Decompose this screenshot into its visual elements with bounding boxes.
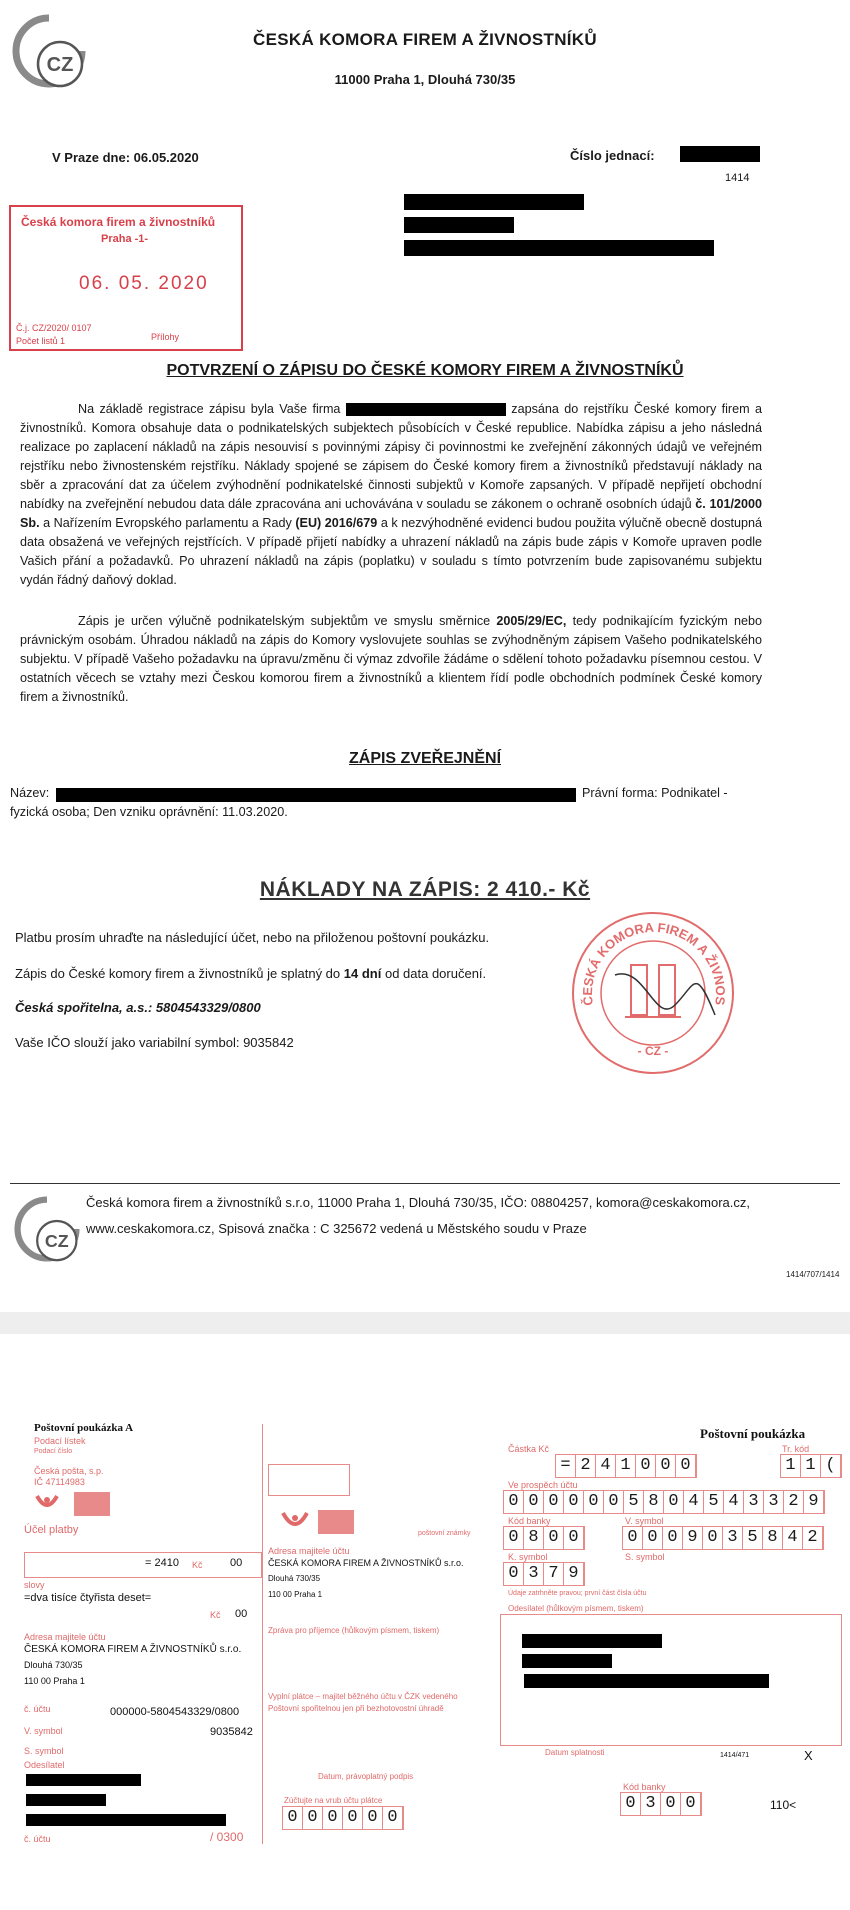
po-kc-2: Kč: [210, 1610, 221, 1620]
po-ic: IČ 47114983: [34, 1477, 85, 1487]
eu-flag-icon-2: [318, 1510, 354, 1534]
po-vs-label: V. symbol: [24, 1726, 63, 1736]
po-cislo-uctu-2: č. účtu: [24, 1834, 51, 1844]
po-kod-banky: Kód banky: [508, 1516, 551, 1526]
redaction-payer-3: [524, 1674, 769, 1688]
digit: 0: [383, 1807, 403, 1829]
redaction-sender-3: [26, 1814, 226, 1826]
po-cislo-uctu: č. účtu: [24, 1704, 51, 1714]
po-kod-banky-2: Kód banky: [623, 1782, 666, 1792]
digit: 0: [564, 1491, 584, 1513]
po-zuctuje: Zúčtujte na vrub účtu plátce: [284, 1796, 383, 1805]
po-ks-digits: [503, 1562, 585, 1586]
post-horn-icon-2: [280, 1509, 310, 1535]
po-hal-2: 00: [235, 1608, 248, 1620]
redaction-addressee-2: [404, 217, 514, 233]
digit: 1: [801, 1455, 821, 1477]
p2-directive: 2005/29/EC,: [496, 614, 567, 628]
digit: 3: [744, 1491, 764, 1513]
digit: 9: [564, 1563, 584, 1585]
org-address: 11000 Praha 1, Dlouhá 730/35: [334, 72, 516, 87]
po-slovy-label: slovy: [24, 1580, 45, 1590]
digit: 0: [623, 1527, 643, 1549]
digit: 4: [684, 1491, 704, 1513]
digit: 5: [704, 1491, 724, 1513]
svg-text:ČESKÁ KOMORA FIREM A ŽIVNOSTNÍ: ČESKÁ KOMORA FIREM A ŽIVNOS: [579, 919, 729, 1007]
post-horn-icon: [34, 1492, 60, 1514]
pravni-forma-2: fyzická osoba; Den vzniku oprávnění: 11.03.2020.: [10, 805, 288, 819]
digit: 0: [676, 1455, 696, 1477]
redaction-reference: [680, 146, 760, 162]
reference-number: 1414: [725, 172, 750, 184]
digit: 0: [661, 1793, 681, 1815]
digit: 0: [703, 1527, 723, 1549]
redaction-sender-1: [26, 1774, 141, 1786]
po-recipient-street: Dlouhá 730/35: [24, 1660, 83, 1670]
po-podaci: Podací lístek: [34, 1436, 86, 1446]
digit: 9: [683, 1527, 703, 1549]
document-title: POTVRZENÍ O ZÁPISU DO ČESKÉ KOMORY FIREM A ŽIVNOSTNÍKŮ: [166, 362, 684, 379]
digit: =: [556, 1455, 576, 1477]
digit: 0: [303, 1807, 323, 1829]
digit: 0: [544, 1527, 564, 1549]
digit: 3: [723, 1527, 743, 1549]
po-adresa-label: Adresa majitele účtu: [24, 1632, 106, 1642]
postal-order: [0, 1334, 850, 1910]
svg-text:- CZ -: - CZ -: [637, 1044, 669, 1058]
digit: 0: [343, 1807, 363, 1829]
po-datum-splat: Datum splatnosti: [545, 1748, 605, 1757]
digit: 4: [596, 1455, 616, 1477]
digit: 5: [743, 1527, 763, 1549]
cost-heading: NÁKLADY NA ZÁPIS: 2 410.- Kč: [259, 878, 591, 901]
po-odesilatel: Odesílatel: [24, 1760, 65, 1770]
po-kc: Kč: [192, 1560, 203, 1570]
stamp-line1: Česká komora firem a živnostníků: [21, 215, 216, 229]
po-end-code: 110<: [770, 1798, 797, 1812]
redaction-firm: [346, 403, 506, 416]
digit: 0: [664, 1491, 684, 1513]
po-amount-box: [24, 1552, 262, 1578]
po-title-left: Poštovní poukázka A: [34, 1422, 134, 1434]
po-vyplni-2: Poštovní spořitelnou jen při bezhotovostní úhradě: [268, 1704, 444, 1713]
digit: 2: [803, 1527, 823, 1549]
digit: 3: [524, 1563, 544, 1585]
pay-due-c: od data doručení.: [384, 966, 487, 981]
p1-part1: Na základě registrace zápisu byla Vaše firma: [78, 402, 341, 416]
po-stamp-area: [268, 1464, 350, 1496]
digit: 1: [616, 1455, 636, 1477]
po-vs-right-label: V. symbol: [625, 1516, 664, 1526]
po-ss-right-label: S. symbol: [625, 1552, 665, 1562]
svg-text:CZ: CZ: [46, 54, 74, 76]
po-vyplni: Vyplní plátce – majitel běžného účtu v ČZK vedeného: [268, 1692, 458, 1701]
digit: 0: [363, 1807, 383, 1829]
po-mid-name: ČESKÁ KOMORA FIREM A ŽIVNOSTNÍKŮ s.r.o.: [268, 1558, 464, 1568]
variable-symbol: Vaše IČO slouží jako variabilní symbol: 9035842: [15, 1035, 294, 1050]
digit: 0: [323, 1807, 343, 1829]
digit: 0: [283, 1807, 303, 1829]
digit: 0: [564, 1527, 584, 1549]
digit: 8: [763, 1527, 783, 1549]
p1-law: č. 101/2000 Sb.: [20, 497, 762, 530]
pravni-forma: Právní forma: Podnikatel -: [582, 786, 728, 800]
p2-part1: Zápis je určen výlučně podnikatelským subjektům ve smyslu směrnice: [78, 614, 491, 628]
digit: 3: [641, 1793, 661, 1815]
payment-instruction: Platbu prosím uhraďte na následující účet, nebo na přiloženou poštovní poukázku.: [15, 930, 490, 945]
po-ucet-digits: [503, 1490, 825, 1514]
digit: 7: [544, 1563, 564, 1585]
digit: 3: [764, 1491, 784, 1513]
bank-account: Česká spořitelna, a.s.: 5804543329/0800: [15, 1000, 261, 1015]
received-stamp: [9, 205, 243, 351]
digit: 0: [544, 1491, 564, 1513]
stamp-line2: Praha -1-: [101, 233, 149, 245]
po-castka-digits: [555, 1454, 697, 1478]
eu-flag-icon: [74, 1492, 110, 1516]
po-ucel: Účel platby: [24, 1524, 79, 1536]
digit: 8: [644, 1491, 664, 1513]
org-name: ČESKÁ KOMORA FIREM A ŽIVNOSTNÍKŮ: [253, 30, 597, 49]
paragraph-1: [20, 400, 762, 590]
payment-due: [15, 966, 486, 981]
digit: 4: [783, 1527, 803, 1549]
redaction-payer-1: [522, 1634, 662, 1648]
po-slovy: =dva tisíce čtyřista deset=: [24, 1592, 152, 1604]
po-tr-digits: [780, 1454, 842, 1478]
p2-part2: tedy podnikajícím fyzickým nebo právnickým osobám. Úhradou nákladů na zápis do Komory vyslovujete souhlas se zvýhodněným zápisem Vašeho podnikatelského subjektu. V případě Vašeho požadavku na úpravu/změnu či výmaz zdvořile žádáme o sdělení tohoto požadavku písemnou cestou. V ostatních věcech se vztahy mezi Českou komorou firem a živnostníků a klientem řídí podle obchodních podmínek České komory firem a živnostníků.: [20, 614, 762, 704]
digit: 0: [504, 1527, 524, 1549]
digit: 0: [504, 1563, 524, 1585]
footer-divider: [10, 1183, 840, 1184]
po-amount: = 2410: [145, 1557, 179, 1569]
po-podaci-cislo: Podací číslo: [34, 1448, 73, 1455]
redaction-addressee-1: [404, 194, 584, 210]
redaction-payer-2: [522, 1654, 612, 1668]
po-kb-digits: [503, 1526, 585, 1550]
digit: 5: [624, 1491, 644, 1513]
digit: 0: [604, 1491, 624, 1513]
po-odesilatel-2: Odesílatel (hůlkovým písmem, tiskem): [508, 1604, 644, 1613]
digit: 2: [784, 1491, 804, 1513]
po-castka-label: Částka Kč: [508, 1444, 550, 1454]
p1-regulation: (EU) 2016/679: [295, 516, 378, 530]
digit: 0: [504, 1491, 524, 1513]
po-mid-city: 110 00 Praha 1: [268, 1590, 323, 1599]
po-footer-code: 1414/471: [720, 1752, 750, 1759]
po-bottom-code: / 0300: [210, 1830, 244, 1844]
stamp-cj: Č.j. CZ/2020/ 0107: [16, 323, 92, 333]
date-line: V Praze dne: 06.05.2020: [52, 150, 199, 165]
reference-label: Číslo jednací:: [570, 148, 655, 163]
pay-due-b: 14 dní: [343, 966, 382, 981]
po-ss-label: S. symbol: [24, 1746, 64, 1756]
po-tr-kod: Tr. kód: [782, 1444, 810, 1454]
digit: 1: [781, 1455, 801, 1477]
po-udaje: Údaje zatrhněte pravou; první část čísla účtu: [508, 1590, 647, 1597]
round-seal: [565, 905, 740, 1080]
redaction-nazev: [56, 788, 576, 802]
po-ceska-posta: Česká pošta, s.p.: [34, 1466, 104, 1476]
paragraph-2: [20, 612, 762, 707]
po-vs: 9035842: [210, 1726, 253, 1738]
digit: 2: [576, 1455, 596, 1477]
digit: 8: [524, 1527, 544, 1549]
digit: 9: [804, 1491, 824, 1513]
stamp-date: 06. 05. 2020: [79, 273, 209, 294]
po-hal: 00: [230, 1557, 243, 1569]
redaction-addressee-3: [404, 240, 714, 256]
p1-part2: zapsána do rejstříku České komory firem a živnostníků. Komora obsahuje data o podnikatelských subjektech působících v České republice. Nabídka zápisu a jeho následná realizace po zaplacení nákladů na zápis nesouvisí s povinnými zápisy či povinnostmi ke zveřejnění zákonných údajů ve veřejném rejstříku nebo živnostenském rejstříku. Náklady spojené se zápisem do České komory firem a živnostníků představují náklady na sběr a zpracování dat za účelem zvýhodnění podnikatelské činnosti subjektů v Komoře zapsaných. V případě nepřijetí obchodní nabídky na zveřejnění nebudou data dále zpracována ani uchovávána v souladu se zákonem o ochraně osobních údajů: [20, 402, 763, 511]
digit: 0: [524, 1491, 544, 1513]
po-kb2-digits: [620, 1792, 702, 1816]
svg-text:CZ: CZ: [44, 1230, 69, 1251]
po-vertical-divider: [262, 1424, 263, 1844]
stamp-listu: Počet listů 1: [16, 336, 66, 346]
po-zuct-digits: [282, 1806, 404, 1830]
zapis-heading: ZÁPIS ZVEŘEJNĚNÍ: [348, 750, 502, 767]
po-mid-street: Dlouhá 730/35: [268, 1574, 321, 1583]
p1-part3: a Nařízením Evropského parlamentu a Rady: [43, 516, 292, 530]
po-vs-digits: [622, 1526, 824, 1550]
po-recipient-city: 110 00 Praha 1: [24, 1676, 85, 1686]
page-separator: [0, 1312, 850, 1334]
footer-code: 1414/707/1414: [786, 1270, 840, 1279]
po-title-right: Poštovní poukázka: [700, 1426, 806, 1441]
po-recipient-name: ČESKÁ KOMORA FIREM A ŽIVNOSTNÍKŮ s.r.o.: [24, 1644, 242, 1655]
po-datum-podpis: Datum, právoplatný podpis: [318, 1772, 414, 1781]
po-ve-prospech: Ve prospěch účtu: [508, 1480, 578, 1490]
po-ks-label: K. symbol: [508, 1552, 548, 1562]
po-account: 000000-5804543329/0800: [110, 1706, 240, 1718]
digit: 0: [621, 1793, 641, 1815]
digit: 0: [656, 1455, 676, 1477]
digit: 0: [663, 1527, 683, 1549]
digit: 0: [643, 1527, 663, 1549]
digit: 4: [724, 1491, 744, 1513]
po-zprava: Zpráva pro příjemce (hůlkovým písmem, tiskem): [268, 1626, 440, 1635]
stamp-prilohy: Přílohy: [151, 332, 180, 342]
footer-logo: [14, 1196, 80, 1262]
po-postovni-znamky: poštovní známky: [418, 1530, 471, 1537]
digit: 0: [681, 1793, 701, 1815]
po-adresa-mid: Adresa majitele účtu: [268, 1546, 350, 1556]
p1-part4: a k nezvýhodněné evidenci budou použita výlučně obecně dostupná data obsažená ve veřejných rejstřících. V případě přijetí nabídky a uhrazení nákladů na zápis bude zápis v Komoře upraven podle Vašich přání a požadavků. Po uhrazení nákladů na zápis (poplatku) v souladu s tímto potvrzením bude zapisovanému subjektu vydán řádný daňový doklad.: [20, 516, 763, 587]
pay-due-a: Zápis do České komory firem a živnostníků je splatný do: [15, 966, 341, 981]
footer-text: Česká komora firem a živnostníků s.r.o, 11000 Praha 1, Dlouhá 730/35, IČO: 08804257, komora@ceskakomora.cz, www.ceskakomora.cz, Spisová značka : C 325672 vedená u Městského soudu v Praze: [86, 1195, 751, 1236]
nazev-label: Název:: [10, 786, 50, 800]
digit: (: [821, 1455, 841, 1477]
digit: 0: [584, 1491, 604, 1513]
redaction-sender-2: [26, 1794, 106, 1806]
po-x-mark: X: [804, 1748, 813, 1763]
digit: 0: [636, 1455, 656, 1477]
